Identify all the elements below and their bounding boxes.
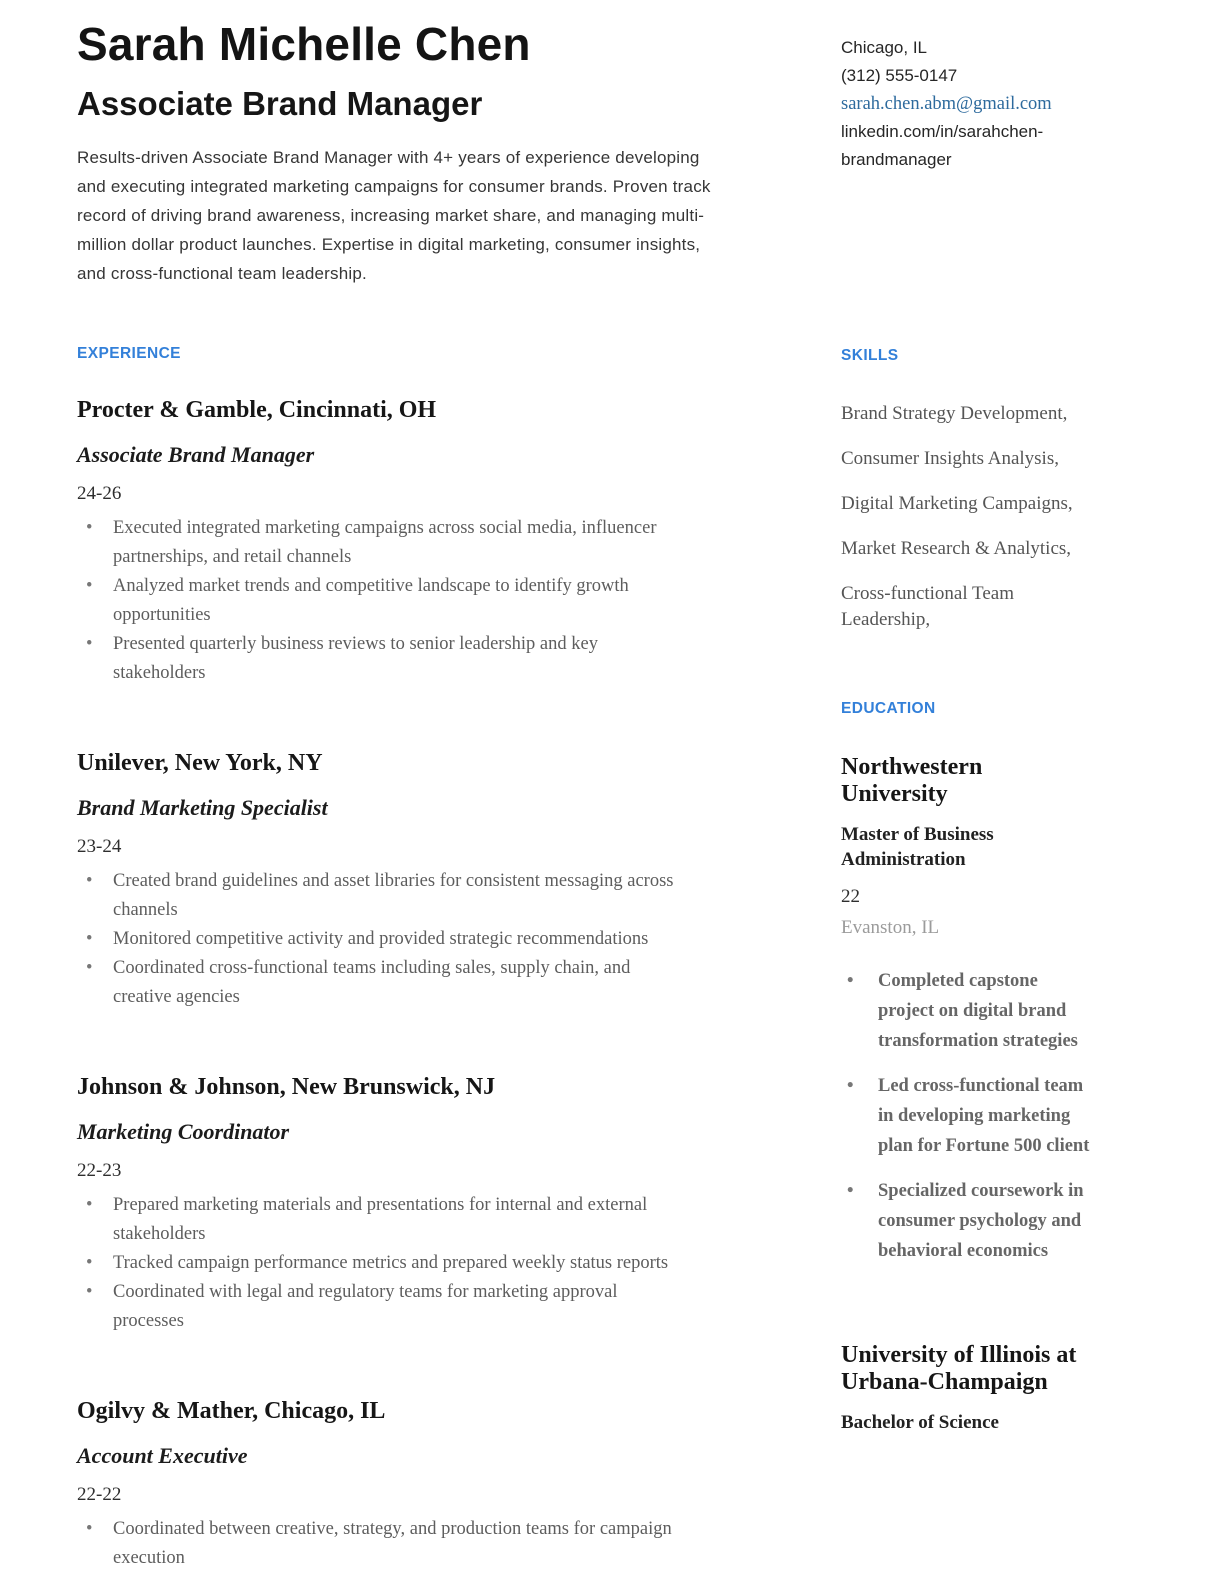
- person-name: Sarah Michelle Chen: [77, 18, 531, 70]
- bullet-item: • Tracked campaign performance metrics and prepared weekly status reports: [77, 1249, 785, 1278]
- job-bullet-list: [77, 1515, 785, 1573]
- contact-location: Chicago, IL: [841, 38, 927, 57]
- person-title: Associate Brand Manager: [77, 84, 483, 122]
- bullet-item: • Presented quarterly business reviews to senior leadership and key stakeholders: [77, 630, 785, 688]
- school-name: Northwestern University: [841, 754, 983, 807]
- skills-section: [841, 346, 1147, 633]
- skill-item: Consumer Insights Analysis,: [841, 448, 1059, 469]
- contact-phone: (312) 555-0147: [841, 66, 958, 85]
- left-column: [77, 20, 785, 1584]
- bullet-item: • Executed integrated marketing campaigns across social media, influencer partnerships, and retail channels: [77, 514, 785, 572]
- skill-item: Digital Marketing Campaigns,: [841, 493, 1073, 514]
- job-entry-johnson-johnson: [77, 1072, 785, 1336]
- job-entry-ogilvy-mather: [77, 1396, 785, 1573]
- skills-heading: SKILLS: [841, 347, 899, 364]
- bullet-item: • Led cross-functional team in developing marketing plan for Fortune 500 client: [841, 1071, 1093, 1161]
- job-dates: 23-24: [77, 835, 122, 857]
- job-bullet-list: [77, 867, 785, 1012]
- bullet-item: • Coordinated cross-functional teams including sales, supply chain, and creative agencies: [77, 954, 785, 1012]
- skills-list: [841, 401, 1101, 633]
- school-location: Evanston, IL: [841, 917, 940, 938]
- job-role: Marketing Coordinator: [77, 1118, 290, 1144]
- education-heading: EDUCATION: [841, 700, 936, 717]
- school-bullet-list: [841, 966, 1093, 1266]
- job-bullet-list: [77, 514, 785, 688]
- school-entry-northwestern: [841, 754, 1093, 1266]
- bullet-item: • Created brand guidelines and asset libraries for consistent messaging across channels: [77, 867, 785, 925]
- school-dates: 22: [841, 886, 860, 907]
- bullet-item: • Specialized coursework in consumer psychology and behavioral economics: [841, 1176, 1093, 1266]
- school-name: University of Illinois at Urbana-Champaign: [841, 1342, 1077, 1395]
- email-link[interactable]: sarah.chen.abm@gmail.com: [841, 94, 1052, 114]
- skill-item: Brand Strategy Development,: [841, 403, 1068, 424]
- job-entry-procter-gamble: [77, 395, 785, 688]
- experience-heading: EXPERIENCE: [77, 344, 181, 362]
- school-degree: Master of Business Administration: [841, 824, 994, 870]
- job-dates: 22-23: [77, 1159, 122, 1181]
- bullet-item: • Coordinated between creative, strategy, and production teams for campaign execution: [77, 1515, 785, 1573]
- job-role: Brand Marketing Specialist: [77, 794, 328, 820]
- bullet-item: • Monitored competitive activity and provided strategic recommendations: [77, 925, 785, 954]
- skill-item: Cross-functional Team Leadership,: [841, 583, 1014, 630]
- job-dates: 22-22: [77, 1483, 122, 1505]
- bullet-item: • Completed capstone project on digital brand transformation strategies: [841, 966, 1093, 1056]
- skill-item: Market Research & Analytics,: [841, 538, 1072, 559]
- school-degree: Bachelor of Science: [841, 1412, 999, 1433]
- bullet-item: • Prepared marketing materials and presentations for internal and external stakeholders: [77, 1191, 785, 1249]
- job-company: Ogilvy & Mather, Chicago, IL: [77, 1397, 386, 1424]
- contact-email: [841, 90, 1103, 118]
- job-company: Unilever, New York, NY: [77, 749, 323, 776]
- school-entry-university-of-illinois: [841, 1342, 1093, 1435]
- experience-section: [77, 344, 785, 1573]
- contact-linkedin: linkedin.com/in/sarahchen-brandmanager: [841, 122, 1044, 169]
- right-column: [841, 20, 1147, 1584]
- job-dates: 24-26: [77, 482, 122, 504]
- bullet-item: • Analyzed market trends and competitive landscape to identify growth opportunities: [77, 572, 785, 630]
- job-company: Johnson & Johnson, New Brunswick, NJ: [77, 1073, 496, 1100]
- bullet-item: • Coordinated with legal and regulatory teams for marketing approval processes: [77, 1278, 785, 1336]
- professional-summary: Results-driven Associate Brand Manager with 4+ years of experience developing and executing integrated marketing campaigns for consumer brands. Proven track record of driving brand awareness, increasing market share, and managing multi-million dollar product launches. Expertise in digital marketing, consumer insights, and cross-functional team leadership.: [77, 147, 711, 283]
- education-section: [841, 699, 1147, 1435]
- job-role: Associate Brand Manager: [77, 441, 315, 467]
- contact-block: [841, 34, 1103, 174]
- job-entry-unilever: [77, 748, 785, 1012]
- job-company: Procter & Gamble, Cincinnati, OH: [77, 396, 437, 423]
- job-role: Account Executive: [77, 1442, 248, 1468]
- job-bullet-list: [77, 1191, 785, 1336]
